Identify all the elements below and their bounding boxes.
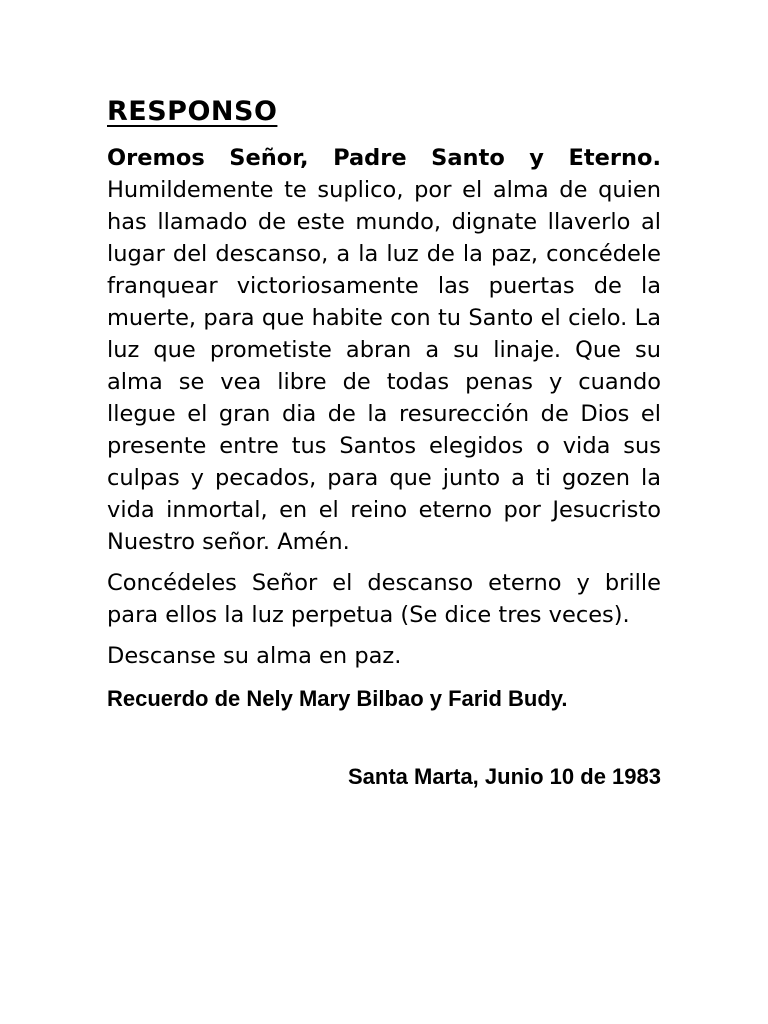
- petition-paragraph: Concédeles Señor el descanso eterno y brille para ellos la luz perpetua (Se dice tres veces).: [107, 570, 661, 628]
- prayer-body: Humildemente te suplico, por el alma de quien has llamado de este mundo, dignate llaverlo al lugar del descanso, a la luz de la paz, concédele franquear victoriosamente las puertas de la muerte, para que habite con tu Santo el cielo. La luz que prometiste abran a su linaje. Que su alma se vea libre de todas penas y cuando llegue el gran dia de la resurección de Dios el presente entre tus Santos elegidos o vida sus culpas y pecados, para que junto a ti gozen la vida inmortal, en el reino eterno por Jesucristo Nuestro señor. Amén.: [107, 177, 661, 555]
- memorial-dedication: Recuerdo de Nely Mary Bilbao y Farid Budy.: [107, 686, 568, 711]
- document-page: [107, 92, 661, 792]
- prayer-lead: Oremos Señor, Padre Santo y Eterno.: [107, 145, 661, 171]
- closing-line: Descanse su alma en paz.: [107, 643, 402, 669]
- document-title: RESPONSO: [107, 96, 278, 127]
- place-and-date: Santa Marta, Junio 10 de 1983: [347, 764, 661, 789]
- prayer-paragraph: [107, 142, 661, 558]
